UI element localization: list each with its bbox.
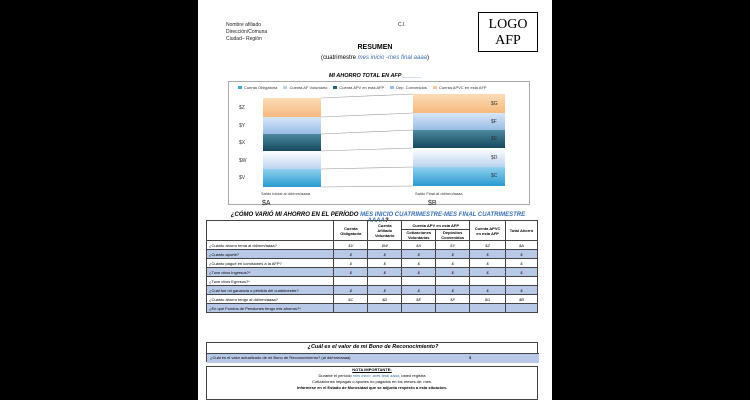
left-label-x: $X [239, 140, 246, 146]
row-cell [470, 304, 506, 313]
row-label: ¿En qué Fondos de Pensiones tengo mis ahorros?* [207, 304, 334, 313]
row-cell: $ [506, 286, 538, 295]
right-label-e: $E [491, 136, 498, 142]
row-cell: $F [436, 295, 470, 304]
logo-line-2: AFP [495, 33, 521, 48]
note-line-2: Cotizaciones impagas o aportes no pagados en los meses de: mes. [311, 379, 433, 384]
header-apvc: Cuenta APVC en esta AFP [470, 221, 506, 241]
connector-6 [321, 186, 413, 187]
right-label-f: $F [491, 119, 497, 125]
ci-label: C.I. [398, 22, 406, 28]
table-row [207, 268, 538, 277]
row-cell: $ [470, 259, 506, 268]
row-label: ¿Cuánto pagué en comisiones a la AFP? [207, 259, 334, 268]
header-obligatoria: Cuenta Obligatoria [334, 221, 368, 241]
row-cell [506, 304, 538, 313]
left-total: $A [262, 200, 271, 207]
header-depositos-convenidos: Depósitos Convenidos [436, 230, 470, 241]
address-line-city: Ciudad– Región [226, 36, 262, 42]
header-apv: Cuenta APV en esta AFP [402, 221, 470, 230]
bono-label: ¿Cuál es el valor actualizado de mi Bono de Reconocimiento? (al dd/mm/aaaa) [210, 355, 351, 360]
connector-3 [321, 130, 413, 134]
row-cell: $ [402, 286, 436, 295]
row-cell: $ [402, 268, 436, 277]
left-label-w: $W [239, 158, 247, 164]
table-row [207, 250, 538, 259]
row-cell: $ [470, 250, 506, 259]
left-bar-caption: Saldo inicial al dd/mm/aaaa [261, 191, 310, 196]
row-cell [436, 277, 470, 286]
row-cell: $A [506, 241, 538, 250]
row-cell [334, 304, 368, 313]
row-cell: $ [470, 268, 506, 277]
row-cell: $ [436, 286, 470, 295]
bono-value: $ [469, 355, 472, 360]
row-cell [368, 277, 402, 286]
row-cell: $G [470, 295, 506, 304]
row-cell: $ [436, 268, 470, 277]
connector-lines [229, 82, 529, 204]
resumen-period: (cuatrimestre mes inicio -mes final aaaa) [320, 55, 430, 61]
resumen-title: RESUMEN [357, 44, 393, 51]
row-cell: $ [368, 259, 402, 268]
variation-table [206, 220, 538, 313]
right-bar-caption: Saldo Final al dd/mm/aaaa [415, 191, 463, 196]
row-cell: $ [506, 250, 538, 259]
variation-question: ¿CÓMO VARIÓ MI AHORRO EN EL PERÍODO MES INICIO CUATRIMESTRE-MES FINAL CUATRIMESTRE AAAA? [230, 212, 526, 224]
legend-apv: Cuenta APV en esta AFP [339, 85, 385, 90]
right-label-g: $G [491, 101, 498, 107]
legend-dep-convenidos: Dep. Convenidos [396, 85, 427, 90]
bono-section [206, 342, 538, 362]
row-cell: $E [402, 295, 436, 304]
row-cell: $ [470, 286, 506, 295]
statement-page [198, 0, 552, 400]
row-cell: $Y [436, 241, 470, 250]
row-cell: $Z [470, 241, 506, 250]
row-cell [506, 277, 538, 286]
row-label: ¿Cuánto ahorro tengo al dd/mm/aaaa? [207, 295, 334, 304]
important-note [206, 366, 538, 400]
note-line-1: Durante el período mes inicio -mes final aaaa, usted registra [318, 373, 426, 378]
right-total: $B [428, 200, 437, 207]
connector-1 [321, 94, 413, 98]
row-cell: $ [334, 268, 368, 277]
row-cell: $X [402, 241, 436, 250]
logo-line-1: LOGO [488, 17, 528, 32]
table-row [207, 241, 538, 250]
row-cell: $ [368, 286, 402, 295]
row-cell: $ [506, 259, 538, 268]
right-label-c: $C [491, 173, 498, 179]
left-label-y: $Y [239, 123, 246, 129]
legend-af-voluntario: Cuenta AF Voluntario [289, 85, 328, 90]
row-label: ¿Cuánto aporté? [207, 250, 334, 259]
table-row [207, 277, 538, 286]
row-cell [470, 277, 506, 286]
note-heading: NOTA IMPORTANTE: [352, 367, 392, 372]
row-cell: $D [368, 295, 402, 304]
right-label-d: $D [491, 155, 498, 161]
row-cell [436, 304, 470, 313]
row-cell: $ [334, 286, 368, 295]
row-label: ¿Cuál fue mi ganancia o pérdida del cuatrimestre? [207, 286, 334, 295]
table-row [207, 286, 538, 295]
row-cell: $ [506, 268, 538, 277]
row-cell: $W [368, 241, 402, 250]
row-label: ¿Cuánto ahorro tenía al dd/mm/aaaa? [207, 241, 334, 250]
left-label-z: $Z [239, 105, 245, 111]
row-cell: $ [436, 250, 470, 259]
savings-chart [228, 81, 530, 205]
row-cell: $ [334, 259, 368, 268]
row-cell: $ [368, 268, 402, 277]
chart-title: MI AHORRO TOTAL EN AFP ______ [328, 73, 422, 79]
row-cell [368, 304, 402, 313]
legend-obligatoria: Cuenta Obligatoria [244, 85, 278, 90]
row-label: ¿Tuve otros Ingresos?* [207, 268, 334, 277]
row-cell [334, 277, 368, 286]
left-label-v: $V [239, 175, 246, 181]
row-cell: $C [334, 295, 368, 304]
row-label: ¿Tuve otros Egresos?* [207, 277, 334, 286]
legend-apvc: Cuenta APVC en esta AFP [438, 85, 487, 90]
connector-5 [321, 167, 413, 169]
row-cell: $B [506, 295, 538, 304]
row-cell: $ [368, 250, 402, 259]
header-total: Total Ahorro [506, 221, 538, 241]
row-cell: $ [436, 259, 470, 268]
bono-question: ¿Cuál es el valor de mi Bono de Reconocimiento? [307, 344, 439, 350]
address-block [226, 22, 267, 43]
row-cell: $ [402, 259, 436, 268]
table-row [207, 304, 538, 313]
row-cell: $V [334, 241, 368, 250]
row-cell [402, 277, 436, 286]
address-line-comuna: Dirección/Comuna [226, 29, 268, 35]
header-cotizaciones-voluntarias: Cotizaciones Voluntarias [402, 230, 436, 241]
note-line-3: Infórmese en el Estado de Morosidad que se adjunta respecto a esta situación. [296, 385, 448, 390]
address-line-name: Nombre afiliado [226, 22, 262, 28]
table-row [207, 259, 538, 268]
row-cell: $ [402, 250, 436, 259]
row-cell [402, 304, 436, 313]
connector-4 [321, 148, 413, 151]
header-afiliado-voluntario: Cuenta Afiliado Voluntario [368, 221, 402, 241]
connector-2 [321, 113, 413, 117]
row-cell: $ [334, 250, 368, 259]
table-row [207, 295, 538, 304]
